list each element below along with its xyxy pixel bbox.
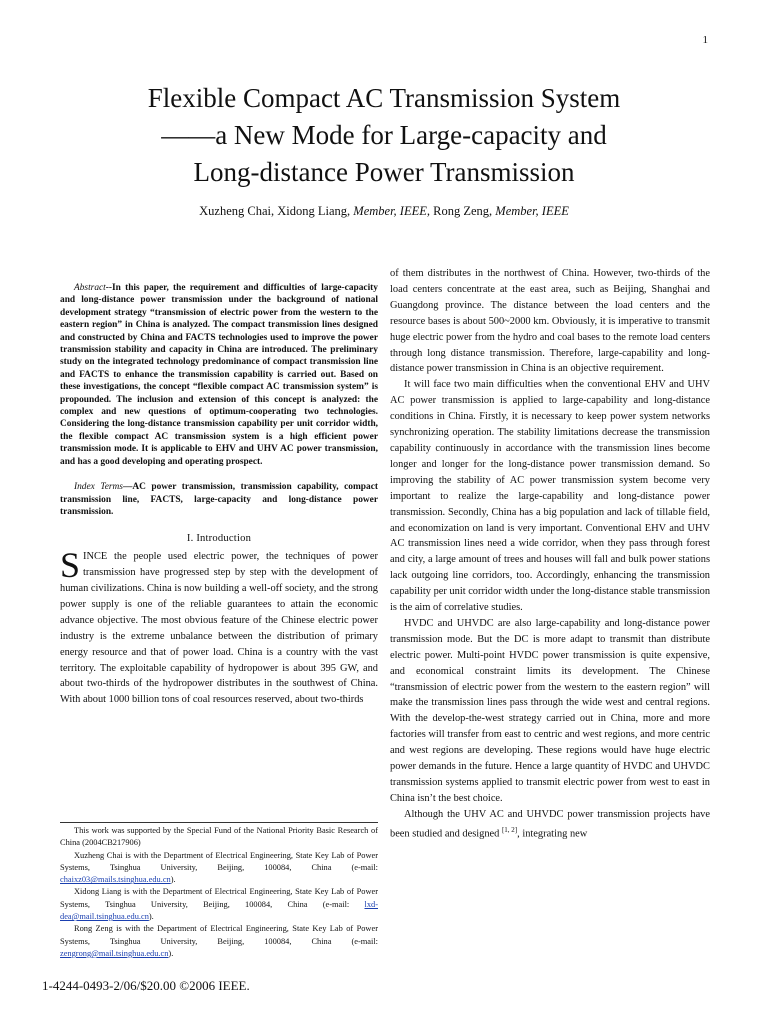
email-link-chai[interactable]: chaixz03@mails.tsinghua.edu.cn: [60, 875, 171, 885]
title-line-2: ——a New Mode for Large-capacity and: [161, 120, 607, 150]
footnote-author-1-text: Xuzheng Chai is with the Department of Electrical Engineering, State Key Lab of Power Systems, Tsinghua University, Beijing, 100084, China (e-mail:: [60, 850, 378, 872]
footnote-author-3-end: ).: [168, 948, 174, 958]
left-column: [60, 282, 378, 708]
body-paragraph-1: of them distributes in the northwest of China. However, two-thirds of the load centers concentrate at the east area, such as Beijing, Shanghai and Guangdong province. The distance between the load centers and the resource bases is about 500~2000 km. Obviously, it is imperative to transmit huge electric power from the hydro and coal bases to the remote load centers through long distance transmission. Therefore, large-capability and long-distance power transmission in China is an objective requirement.: [390, 268, 710, 375]
footnote-funding: This work was supported by the Special Fund of the National Priority Basic Research of China (2004CB217906): [60, 826, 378, 848]
email-link-zeng[interactable]: zengrong@mail.tsinghua.edu.cn: [60, 948, 169, 958]
index-terms-text: —AC power transmission, transmission capability, compact transmission line, FACTS, large-capacity and long-distance power transmission.: [60, 482, 378, 517]
abstract: [60, 282, 378, 468]
footnote-author-2-text: Xidong Liang is with the Department of Electrical Engineering, State Key Lab of Power Systems, Tsinghua University, Beijing, 100084, China (e-mail:: [60, 887, 378, 909]
footnote-author-1: [60, 850, 378, 887]
abstract-text: --In this paper, the requirement and difficulties of large-capacity and long-distance power transmission under the background of national development strategy “transmission of electric power from the western to the eastern region” in China is analyzed. The compact transmission lines designed and constructed by China and FACTS technologies used to improve the power transmission stability and capacity in China are introduced. The preliminary study on the integrated technology predominance of compact transmission line and FACTS to enhance the transmission capability is carried out. Based on these investigations, the concept “flexible compact AC transmission system” is propounded. The inclusion and extension of this concept is analyzed: the complex and new questions of optimum-cooperating two technologies. Considering the long-distance transmission capability per unit corridor width, the flexible compact AC transmission system is a high efficient power transmission mode. It is applicable to EHV and UHV AC power transmission, and has a good developing and operating prospect.: [60, 283, 378, 467]
body-paragraph-4-text: Although the UHV AC and UHVDC power transmission projects have been studied and designed: [390, 808, 710, 840]
index-terms: [60, 481, 378, 518]
author-list: [60, 204, 708, 219]
intro-paragraph-text: INCE the people used electric power, the techniques of power transmission have progressed step by step with the development of human civilizations. China is now building a well-off society, and the strong power supply is one of the reliable guarantees to attain the economic advance objective. The most obvious feature of the Chinese electric power industry is the extreme unbalance between the distribution of primary energy resource and that of power load. China is a country with the vast territory. The exploitable capability of hydropower is about 395 GW, and about two-thirds of the hydropower distributes in the southwest of China. With about 1000 billion tons of coal resources reserved, about two-thirds: [60, 551, 378, 706]
email-link-liang[interactable]: lxd-dea@mail.tsinghua.edu.cn: [60, 899, 378, 922]
abstract-label: Abstract: [74, 283, 106, 293]
footnote-author-3-text: Rong Zeng is with the Department of Electrical Engineering, State Key Lab of Power Systems, Tsinghua University, Beijing, 100084, China (e-mail:: [60, 924, 378, 946]
author-3: Rong Zeng,: [433, 204, 493, 218]
footnote-author-2-end: ).: [148, 912, 154, 922]
citation-ref: [1, 2]: [501, 825, 518, 834]
title-line-1: Flexible Compact AC Transmission System: [147, 83, 621, 113]
body-paragraph-3: HVDC and UHVDC are also large-capability and long-distance power transmission mode. But the DC is more adapt to transmit than distribute electric power. Multi-point HVDC power transmission is quite expensive, and economical constraint limits its development. The Chinese “transmission of electric power from the western to the eastern region” will make the transmission lines pass through the wide west and central regions. With the develop-the-west strategy carried out in China, more and more factories will transfer from east to centric and west regions, and more centric and west regions are developing. These regions would have huge electric power demands in the future. Hence a large quantity of HVDC and UHVDC transmission systems applied to transmit electric power from west to east in China isn’t the best choice.: [390, 617, 710, 804]
author-2-role: Member, IEEE,: [353, 204, 430, 218]
author-1: Xuzheng Chai,: [199, 204, 275, 218]
paper-title: [60, 80, 708, 191]
footnotes: [60, 822, 378, 960]
body-paragraph-4: [390, 807, 710, 842]
page-number: 1: [702, 34, 708, 46]
title-line-3: Long-distance Power Transmission: [193, 157, 575, 187]
author-2: Xidong Liang,: [277, 204, 351, 218]
body-paragraph-4-end: , integrating new: [517, 828, 588, 840]
footnote-author-3: [60, 923, 378, 960]
footnote-author-1-end: ).: [170, 875, 176, 885]
index-terms-label: Index Terms: [74, 482, 123, 493]
intro-paragraph: [60, 545, 378, 708]
author-3-role: Member, IEEE: [495, 204, 569, 218]
copyright-footer: 1-4244-0493-2/06/$20.00 ©2006 IEEE.: [42, 978, 250, 993]
footnote-author-2: [60, 886, 378, 923]
right-column: [390, 266, 710, 842]
drop-cap: S: [60, 545, 81, 586]
body-paragraph-2: It will face two main difficulties when the conventional EHV and UHV AC power transmission is applied to large-capability and long-distance conditions in China. Firstly, it is necessary to keep power system networks synchronizing operation. The stability limitations decrease the transmission capability continuously in accordance with the transmission lines become longer and longer for the long-distance power transmission demand. So improving the stability of AC power transmission system become very important to realize the large-capability and long-distance power transmission. Secondly, China has a big population and lack of tillable field, and economization on land is very important. Conventional EHV and UHV AC transmission lines need a wide corridor, when they pass through forest and city, a large amount of trees and houses will fall and bulk power stations lack outgoing line corridors, too. Accordingly, enhancing the transmission capability per unit corridor width under the long-distance stable transmission is the aim of correlative studies.: [390, 379, 711, 614]
section-heading-introduction: I. Introduction: [186, 533, 252, 545]
